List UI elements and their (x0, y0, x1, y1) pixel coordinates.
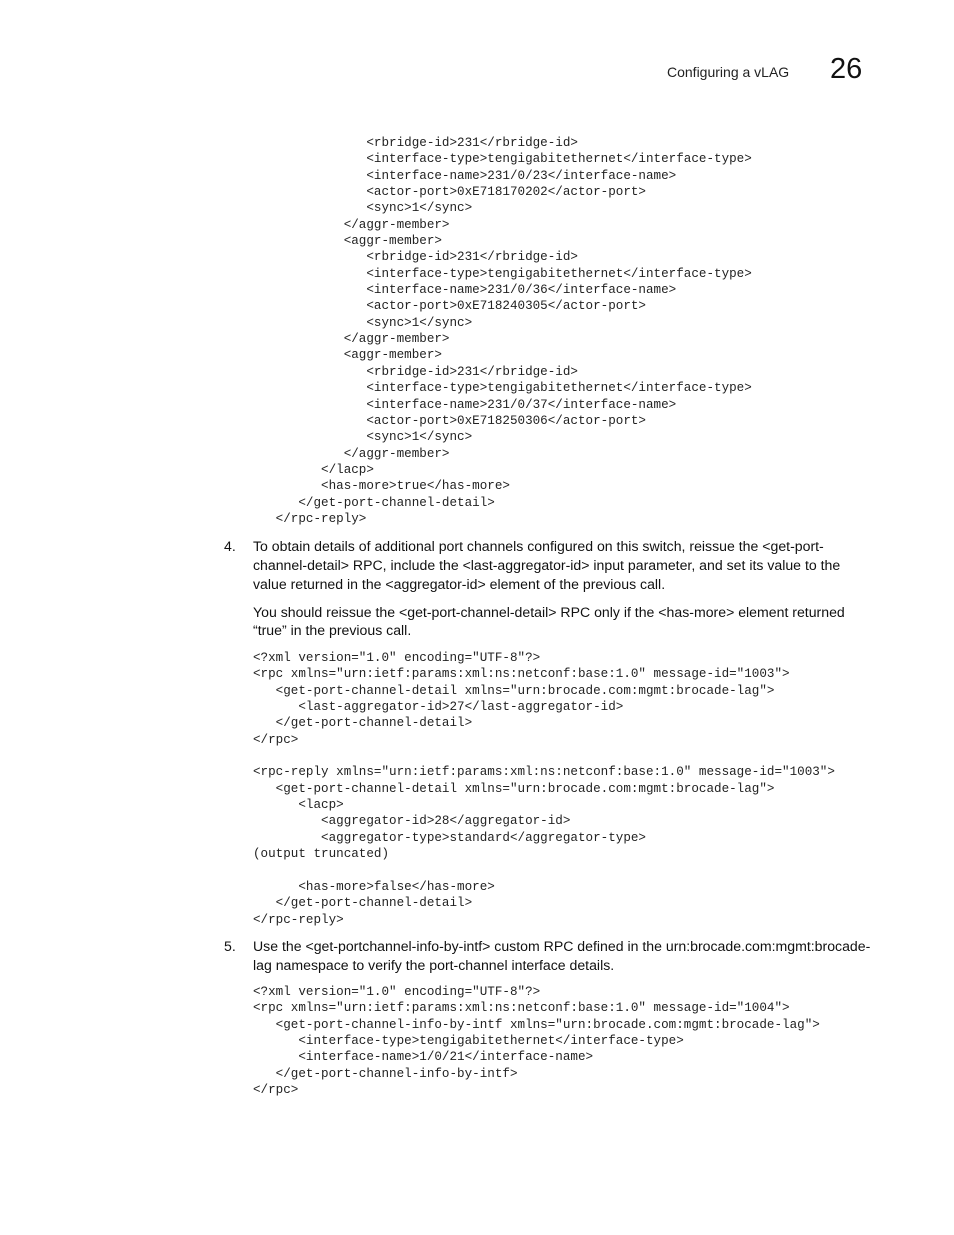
step-5-text: Use the <get-portchannel-info-by-intf> custom RPC defined in the urn:brocade.com:mgmt:brocade-lag namespace to verify the port-channel interface details. (253, 938, 871, 973)
step-5-number: 5. (224, 938, 236, 954)
code-block-rpc-reply-continued: <rbridge-id>231</rbridge-id> <interface-type>tengigabitethernet</interface-type> <interface-name>231/0/23</interface-name> <actor-port>0xE718170202</actor-port> <sync>1</sync> </aggr-member> <aggr-member> <rbridge-id>231</rbridge-id> <interface-type>tengigabitethernet</interface-type> <interface-name>231/0/36</interface-name> <actor-port>0xE718240305</actor-port> <sync>1</sync> </aggr-member> <aggr-member> <rbridge-id>231</rbridge-id> <interface-type>tengigabitethernet</interface-type> <interface-name>231/0/37</interface-name> <actor-port>0xE718250306</actor-port> <sync>1</sync> </aggr-member> </lacp> <has-more>true</has-more> </get-port-channel-detail> </rpc-reply> (275, 136, 752, 526)
step-4-number: 4. (224, 538, 236, 554)
step-4-text: To obtain details of additional port channels configured on this switch, reissue the <get-port-channel-detail> RPC, include the <last-aggregator-id> input parameter, and set its value to the value returned in the <aggregator-id> element of the previous call. (253, 538, 841, 592)
code-block-rpc-1004: <?xml version="1.0" encoding="UTF-8"?> <rpc xmlns="urn:ietf:params:xml:ns:netconf:base:1.0" message-id="1004"> <get-port-channel-info-by-intf xmlns="urn:brocade.com:mgmt:brocade-lag"> <interface-type>tengigabitethernet</interface-type> <interface-name>1/0/21</interface-name> </get-port-channel-info-by-intf> </rpc> (253, 985, 820, 1098)
chapter-number: 26 (830, 53, 863, 85)
step-4-note: You should reissue the <get-port-channel-detail> RPC only if the <has-more> element returned “true” in the previous call. (253, 604, 845, 638)
section-title: Configuring a vLAG (667, 64, 790, 80)
code-block-rpc-1003: <?xml version="1.0" encoding="UTF-8"?> <rpc xmlns="urn:ietf:params:xml:ns:netconf:base:1.0" message-id="1003"> <get-port-channel-detail xmlns="urn:brocade.com:mgmt:brocade-lag"> <last-aggregator-id>27</last-aggregator-id> </get-port-channel-detail> </rpc> <rpc-reply xmlns="urn:ietf:params:xml:ns:netconf:base:1.0" message-id="1003"> <get-port-channel-detail xmlns="urn:brocade.com:mgmt:brocade-lag"> <lacp> <aggregator-id>28</aggregator-id> <aggregator-type>standard</aggregator-type> (output truncated) <has-more>false</has-more> </get-port-channel-detail> </rpc-reply> (253, 651, 835, 927)
